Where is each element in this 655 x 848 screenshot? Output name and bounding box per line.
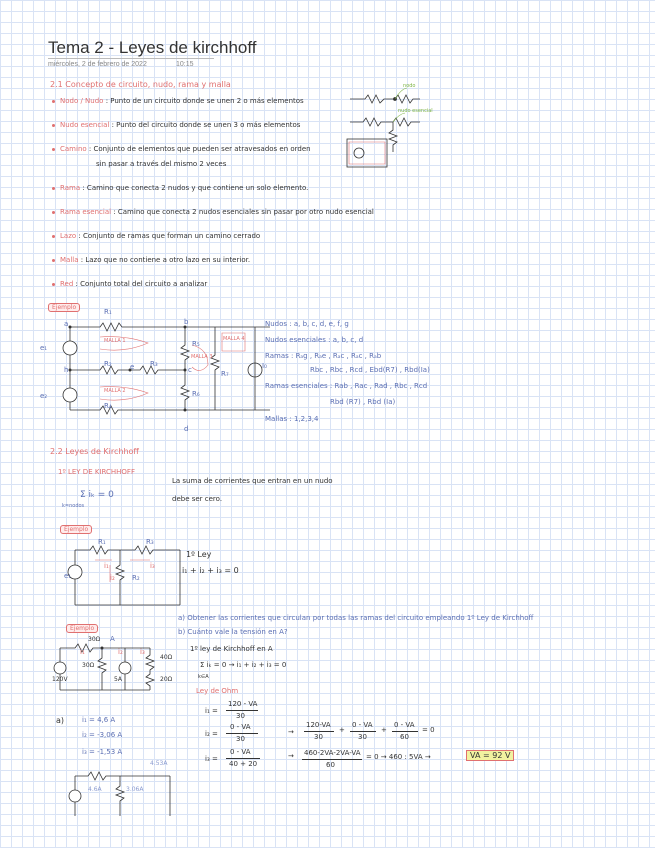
sum-bar-b [350,731,376,732]
final-den: 60 [326,761,335,769]
eq-i3-bar [226,758,260,759]
ley-a-sub: k∈A [198,674,209,680]
section-heading-2-2: 2.2 Leyes de Kirchhoff [50,447,139,456]
nudo-esencial-figure-label: nudo esencial [398,108,433,114]
e2-label: e₂ [40,392,48,400]
ex3-i3-label: i₃ [140,648,145,656]
sum-bar-c [392,731,418,732]
malla-2-label: MALLA 2 [104,388,126,394]
sum-num-c: 0 - VA [394,721,415,729]
result-va: VA = 92 V [466,750,514,761]
ramas-esenciales-list-2: Rbd (R7) , Rbd (Ia) [330,398,396,406]
ex3-r3-label: 40Ω [160,654,173,661]
mallas-list: Mallas : 1,2,3,4 [265,415,319,423]
eq-i1-bar [226,710,258,711]
node-c-label: c [188,366,192,374]
ley-ohm-title: Ley de Ohm [196,687,239,695]
node-d-label: d [184,425,189,433]
ramas-list-1: Ramas : Rₐg , Rₐe , Rₐc , Rₐc , Rₐb [265,352,382,360]
result-i2: i₂ = -3,06 A [82,731,123,739]
ex3-r1-label: 30Ω [88,636,101,643]
nudos-list: Nudos : a, b, c, d, e, f, g [265,320,349,328]
ex3-v1-label: 120V [52,676,68,683]
example-3-label: Ejemplo [66,624,98,633]
ex2-i2-label: i₂ [110,574,115,582]
def-lazo: Lazo : Conjunto de ramas que forman un camino cerrado [52,232,260,240]
kirchhoff-formula-sub: k=nodos [62,503,85,509]
node-e-label: e [130,363,135,371]
results-a-label: a) [56,716,65,725]
ex2-i3-label: i₃ [150,562,155,570]
page-date: miércoles, 2 de febrero de 2022 [48,61,147,68]
ex3-src-label: 5A [114,676,122,683]
def-nodo: Nodo / Nudo : Punto de un circuito donde se unen 2 o más elementos [52,97,304,105]
def-malla: Malla : Lazo que no contiene a otro lazo en su interior. [52,256,250,264]
bullet-icon [52,211,55,214]
ley-1-text-2: debe ser cero. [172,495,223,503]
ex2-i1-label: i₁ [104,562,109,570]
result-fig-c: 4.53A [150,760,168,767]
kirchhoff-formula: Σ iₖ = 0 [80,490,114,500]
ex2-r1-label: R₁ [98,538,106,546]
ley-equation: i₁ + i₂ + i₃ = 0 [182,566,239,575]
eq-i1-lhs: i₁ = [205,707,218,715]
r7-label: R₇ [221,370,229,378]
ex2-r3-label: R₃ [146,538,154,546]
ley-1-title: 1º LEY DE KIRCHHOFF [58,468,135,476]
bullet-icon [52,235,55,238]
ley-label: 1º Ley [186,550,212,559]
ex2-e1-label: e₁ [64,572,72,580]
example-2-circuit [60,540,190,610]
ramas-list-2: Rbc , Rbc , Rcd , Ebd(R7) , Rbd(Ia) [310,366,430,374]
sum-den-a: 30 [314,733,323,741]
ley-a-title: 1º ley de Kirchhoff en A [190,645,273,653]
result-i1: i₁ = 4,6 A [82,716,116,724]
section-heading-2-1: 2.1 Concepto de circuito, nudo, rama y malla [50,80,231,89]
ramas-esenciales-list-1: Ramas esenciales : Rab , Rac , Rad , Rbc , Rcd [265,382,428,390]
eq-i2-bar [226,733,258,734]
question-b: b) Cuánto vale la tensión en A? [178,628,288,636]
malla-4-label: MALLA 4 [223,336,245,342]
e1-label: e₁ [40,344,48,352]
eq-i2-num: 0 - VA [230,723,251,731]
bullet-icon [52,148,55,151]
ex3-i1-label: i₁ [80,648,85,656]
nodo-drawing [347,95,420,167]
bullet-icon [52,124,55,127]
result-i3: i₃ = -1,53 A [82,748,123,756]
bullet-icon [52,187,55,190]
ex2-r2-label: R₂ [132,574,140,582]
node-a-label: a [64,320,69,328]
ley-1-text-1: La suma de corrientes que entran en un nudo [172,477,333,485]
ex3-i2-label: i₂ [118,648,123,656]
def-red: Red : Conjunto total del circuito a analizar [52,280,207,288]
malla-1-label: MALLA 1 [104,338,126,344]
eq-i3-num: 0 - VA [230,748,251,756]
sum-bar-a [304,731,334,732]
final-num: 460-2VA-2VA-VA [304,749,361,757]
eq-i2-den: 30 [236,735,245,743]
page-time: 10:15 [176,61,194,68]
page-title: Tema 2 - Leyes de kirchhoff [48,38,257,57]
nodo-figure-label: nodo [403,83,416,89]
bullet-icon [52,259,55,262]
plus-sign-1: + [339,726,345,734]
eq-i3-lhs: i₃ = [205,755,218,763]
def-rama: Rama : Camino que conecta 2 nudos y que contiene un solo elemento. [52,184,308,192]
ia-label: I₀ [262,362,267,370]
nudos-esenciales-list: Nudos esenciales : a, b, c, d [265,336,364,344]
ley-a-equation: Σ iₖ = 0 → i₁ + i₂ + i₃ = 0 [200,661,287,669]
r5-label: R₅ [192,340,200,348]
arrow-icon-2: → [288,752,294,760]
final-rest: = 0 → 460 : 5VA → [366,753,431,761]
node-h-label: h [64,366,69,374]
eq-i1-num: 120 - VA [228,700,258,708]
example-3-circuit [50,640,180,695]
example-2-label: Ejemplo [60,525,92,534]
result-circuit [60,768,180,816]
example-1-circuit [40,315,280,430]
r3-label: R₃ [150,360,158,368]
node-b-label: b [184,318,189,326]
result-fig-b: 3.06A [126,786,144,793]
ex3-r2-label: 30Ω [82,662,95,669]
result-fig-a: 4.6A [88,786,102,793]
def-camino-cont: sin pasar a través del mismo 2 veces [96,160,227,168]
example-1-label: Ejemplo [48,303,80,312]
nodo-figure [345,84,425,174]
eq-i3-den: 40 + 20 [229,760,258,768]
sum-num-a: 120-VA [306,721,331,729]
eq-i1-den: 30 [236,712,245,720]
ex3-r4-label: 20Ω [160,676,173,683]
question-a: a) Obtener las corrientes que circulan por todas las ramas del circuito empleando 1º Ley de Kirchhoff [178,614,534,622]
sum-den-b: 30 [358,733,367,741]
r1-label: R₁ [104,308,112,316]
r6-label: R₆ [192,390,200,398]
bullet-icon [52,100,55,103]
sum-eq-zero: = 0 [422,726,435,734]
r4-label: R₄ [104,402,112,410]
title-divider [48,58,214,59]
arrow-icon: → [288,728,294,736]
eq-i2-lhs: i₂ = [205,730,218,738]
r2-label: R₂ [104,360,112,368]
sum-den-c: 60 [400,733,409,741]
bullet-icon [52,283,55,286]
def-rama-esencial: Rama esencial : Camino que conecta 2 nudos esenciales sin pasar por otro nudo esencial [52,208,374,216]
ex3-node-a: A [110,635,115,643]
plus-sign-2: + [381,726,387,734]
def-camino: Camino : Conjunto de elementos que pueden ser atravesados en orden [52,145,311,153]
def-nudo-esencial: Nudo esencial : Punto del circuito donde se unen 3 o más elementos [52,121,300,129]
malla-3-label: MALLA 3 [191,354,213,360]
sum-num-b: 0 - VA [352,721,373,729]
final-bar [302,759,362,760]
